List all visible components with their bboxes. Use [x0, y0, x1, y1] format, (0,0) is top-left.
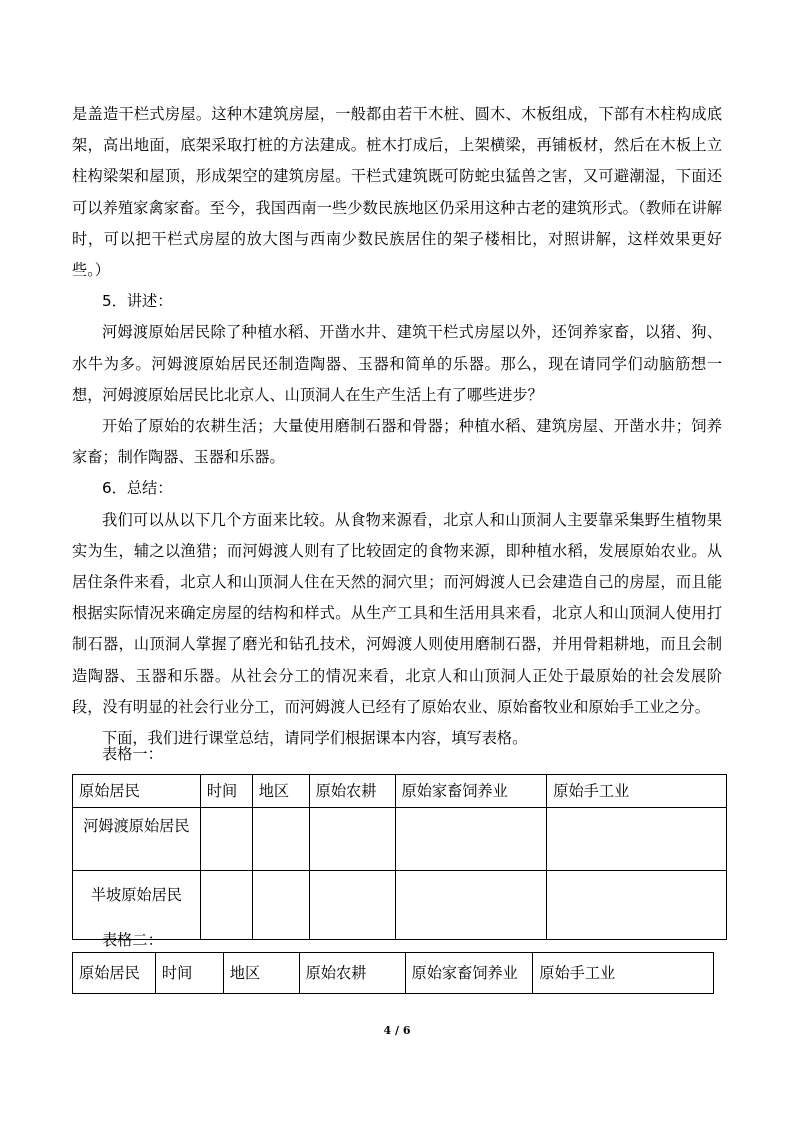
- table-header-cell: 时间: [155, 953, 223, 994]
- table-header-cell: 原始手工业: [547, 775, 727, 808]
- table-cell[interactable]: [395, 808, 547, 871]
- heading-5: 5．讲述：: [102, 292, 173, 311]
- table-cell[interactable]: [200, 871, 252, 940]
- table-header-cell: 时间: [200, 775, 252, 808]
- table-cell: 半坡原始居民: [73, 871, 201, 940]
- table-cell[interactable]: [200, 808, 252, 871]
- table-cell: 河姆渡原始居民: [73, 808, 201, 871]
- table-row: [73, 808, 727, 871]
- table-header-cell: 原始手工业: [533, 953, 714, 994]
- table-cell[interactable]: [309, 808, 395, 871]
- table-cell[interactable]: [252, 808, 309, 871]
- table-header-cell: 原始农耕: [299, 953, 405, 994]
- table-one: [72, 774, 727, 940]
- page-number: 4 / 6: [383, 1024, 411, 1037]
- table-header-cell: 地区: [252, 775, 309, 808]
- table-cell[interactable]: [547, 808, 727, 871]
- paragraph-progress-answer: 开始了原始的农耕生活；大量使用磨制石器和骨器；种植水稻、建筑房屋、开凿水井；饲养家畜；制作陶器、玉器和乐器。: [72, 417, 722, 467]
- paragraph-hemudu-livestock: 河姆渡原始居民除了种植水稻、开凿水井、建筑干栏式房屋以外，还饲养家畜，以猪、狗、水牛为多。河姆渡原始居民还制造陶器、玉器和简单的乐器。那么，现在请同学们动脑筋想一想，河姆渡原始居民比北京人、山顶洞人在生产生活上有了哪些进步？: [72, 323, 722, 404]
- table-header-cell: 地区: [223, 953, 299, 994]
- body-text: [72, 99, 722, 754]
- table-header-row: [73, 775, 727, 808]
- table-row: [73, 871, 727, 940]
- heading-6: 6．总结：: [102, 479, 173, 498]
- paragraph-summary: 我们可以从以下几个方面来比较。从食物来源看，北京人和山顶洞人主要靠采集野生植物果实为生，辅之以渔猎；而河姆渡人则有了比较固定的食物来源，即种植水稻，发展原始农业。从居住条件来看，北京人和山顶洞人住在天然的洞穴里；而河姆渡人已会建造自己的房屋，而且能根据实际情况来确定房屋的结构和样式。从生产工具和生活用具来看，北京人和山顶洞人使用打制石器，山顶洞人掌握了磨光和钻孔技术，河姆渡人则使用磨制石器，并用骨耜耕地，而且会制造陶器、玉器和乐器。从社会分工的情况来看，北京人和山顶洞人正处于最原始的社会发展阶段，没有明显的社会行业分工，而河姆渡人已经有了原始农业、原始畜牧业和原始手工业之分。: [72, 510, 722, 716]
- paragraph-table-intro: 下面，我们进行课堂总结，请同学们根据课本内容，填写表格。: [102, 729, 528, 748]
- table-header-row: [73, 953, 714, 994]
- table-header-cell: 原始家畜饲养业: [405, 953, 533, 994]
- table-two: [72, 952, 714, 994]
- table-cell[interactable]: [309, 871, 395, 940]
- table-header-cell: 原始家畜饲养业: [395, 775, 547, 808]
- table-cell[interactable]: [252, 871, 309, 940]
- paragraph-ganlan: 是盖造干栏式房屋。这种木建筑房屋，一般都由若干木桩、圆木、木板组成，下部有木柱构成底架，高出地面，底架采取打桩的方法建成。桩木打成后，上架横梁，再铺板材，然后在木板上立柱构梁架和屋顶，形成架空的建筑房屋。干栏式建筑既可防蛇虫猛兽之害，又可避潮湿，下面还可以养殖家禽家畜。至今，我国西南一些少数民族地区仍采用这种古老的建筑形式。（教师在讲解时，可以把干栏式房屋的放大图与西南少数民族居住的架子楼相比，对照讲解，这样效果更好些。）: [72, 105, 722, 280]
- table2-caption: 表格二：: [102, 931, 163, 949]
- table-header-cell: 原始农耕: [309, 775, 395, 808]
- table-header-cell: 原始居民: [73, 953, 156, 994]
- table1-caption: 表格一：: [102, 745, 163, 763]
- table-cell[interactable]: [395, 871, 547, 940]
- table-cell[interactable]: [547, 871, 727, 940]
- table-header-cell: 原始居民: [73, 775, 201, 808]
